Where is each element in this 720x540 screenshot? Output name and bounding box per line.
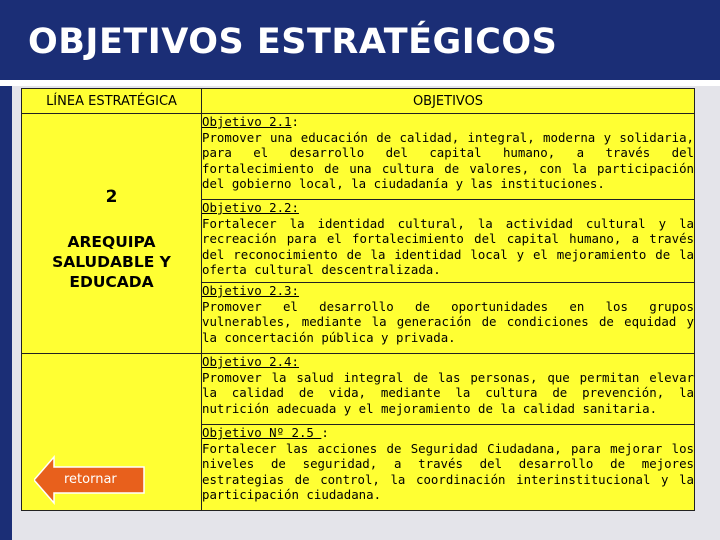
header-objectives: OBJETIVOS bbox=[202, 89, 695, 114]
objective-title: Objetivo 2.2: bbox=[202, 200, 299, 215]
objective-text: Fortalecer la identidad cultural, la actividad cultural y la recreación para el fortalecimiento del capital humano, a través del reconocimiento de la identidad local y el mejoramiento de la oferta cultural descentralizada. bbox=[202, 215, 694, 278]
objectives-table bbox=[21, 88, 695, 511]
objective-title: Objetivo 2.1 bbox=[202, 114, 292, 129]
objective-cell bbox=[202, 283, 695, 354]
objective-cell bbox=[202, 114, 695, 200]
table-row bbox=[22, 354, 695, 425]
table-row bbox=[22, 114, 695, 200]
objective-title: Objetivo Nº 2.5 bbox=[202, 425, 322, 440]
table-header-row bbox=[22, 89, 695, 114]
objective-title-suffix: : bbox=[291, 114, 299, 129]
objective-text: Promover una educación de calidad, integral, moderna y solidaria, para el desarrollo del capital humano, a través del fortalecimiento de una cultura de valores, con la participación del gobierno local, la ciudadanía y las instituciones. bbox=[202, 129, 694, 192]
objective-title-suffix: : bbox=[321, 425, 329, 440]
objective-cell bbox=[202, 425, 695, 511]
return-button[interactable] bbox=[34, 455, 146, 505]
objective-cell bbox=[202, 354, 695, 425]
objective-title: Objetivo 2.4: bbox=[202, 354, 299, 369]
objective-title: Objetivo 2.3: bbox=[202, 283, 299, 298]
return-button-label: retornar bbox=[64, 472, 117, 487]
strategic-line-name: AREQUIPA SALUDABLE Y EDUCADA bbox=[52, 233, 171, 291]
strategic-line-cell bbox=[22, 114, 202, 354]
objective-cell bbox=[202, 200, 695, 283]
objective-text: Fortalecer las acciones de Seguridad Ciudadana, para mejorar los niveles de seguridad, a través del desarrollo de mejores estrategias de control, la coordinación interinstitucional y la participación ciudadana. bbox=[202, 440, 694, 503]
page-title: OBJETIVOS ESTRATÉGICOS bbox=[28, 22, 558, 62]
header-line: LÍNEA ESTRATÉGICA bbox=[22, 89, 202, 114]
strategic-line-number: 2 bbox=[105, 187, 118, 207]
objective-text: Promover el desarrollo de oportunidades en los grupos vulnerables, mediante la generación de condiciones de equidad y la concertación pública y privada. bbox=[202, 298, 694, 345]
objective-text: Promover la salud integral de las personas, que permitan elevar la calidad de vida, mediante la cultura de prevención, la nutrición adecuada y el mejoramiento de la calidad sanitaria. bbox=[202, 369, 694, 416]
